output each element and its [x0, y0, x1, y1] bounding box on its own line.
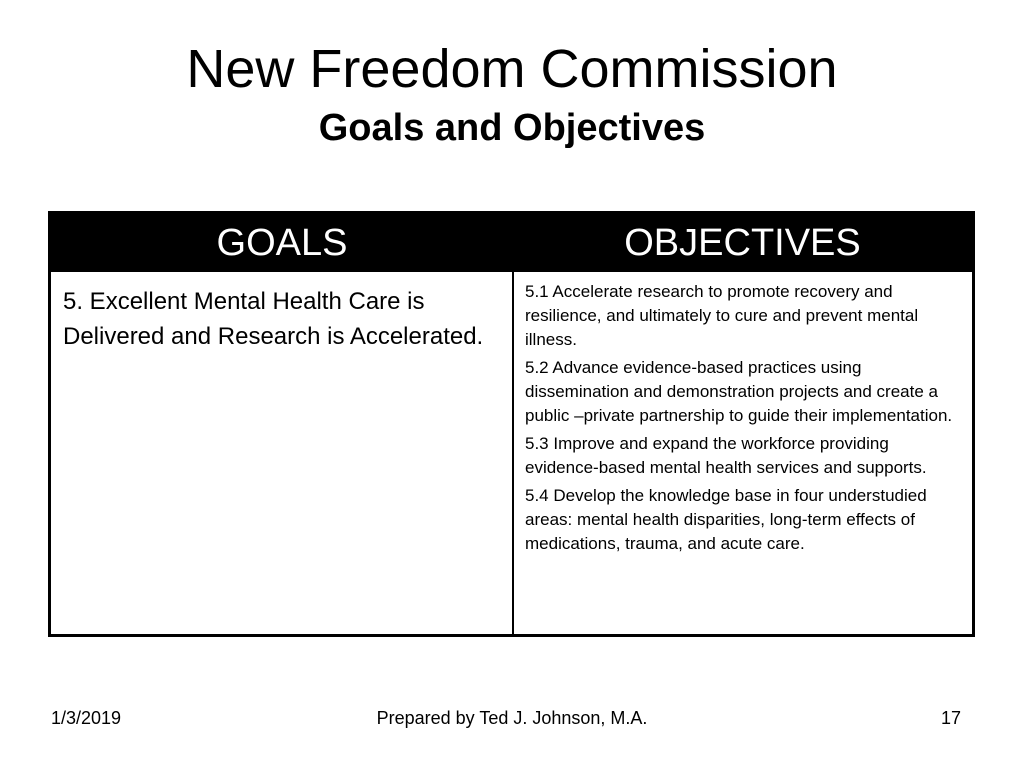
objective-item: 5.1 Accelerate research to promote recovery and resilience, and ultimately to cure and prevent mental illness.	[525, 282, 919, 349]
objective-item: 5.3 Improve and expand the workforce providing evidence-based mental health services and supports.	[525, 434, 927, 477]
table-header-row	[50, 213, 974, 273]
slide-subtitle: Goals and Objectives	[318, 107, 706, 149]
footer-page-number: 17	[940, 708, 961, 728]
objective-item: 5.4 Develop the knowledge base in four understudied areas: mental health disparities, long-term effects of medications, trauma, and acute care.	[525, 486, 927, 553]
objectives-cell	[513, 272, 974, 636]
footer-date: 1/3/2019	[51, 708, 122, 728]
slide-title: New Freedom Commission	[186, 39, 838, 99]
goals-objectives-table	[48, 211, 975, 637]
footer-presenter: Prepared by Ted J. Johnson, M.A.	[376, 708, 648, 728]
table-row	[50, 272, 974, 636]
objective-item: 5.2 Advance evidence-based practices using dissemination and demonstration projects and create a public –private partnership to guide their implementation.	[525, 358, 953, 425]
goal-cell	[50, 272, 514, 636]
objectives-header: OBJECTIVES	[513, 213, 974, 273]
goals-header: GOALS	[50, 213, 514, 273]
goal-text: 5. Excellent Mental Health Care is Delivered and Research is Accelerated.	[63, 288, 484, 350]
